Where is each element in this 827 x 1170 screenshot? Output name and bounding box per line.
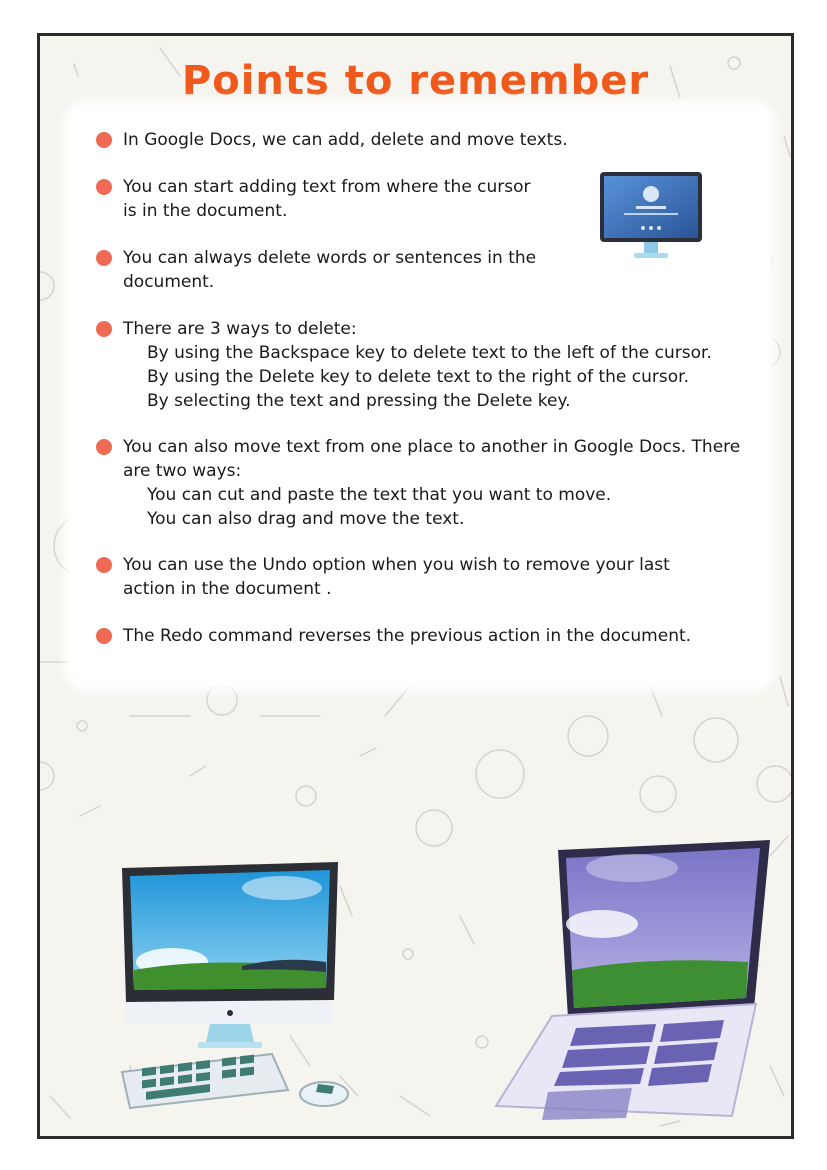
desktop-computer-icon xyxy=(112,858,352,1118)
point-text xyxy=(123,435,783,531)
point-line: is in the document. xyxy=(123,201,288,221)
point-line: The Redo command reverses the previous action in the document. xyxy=(123,626,692,646)
point-line: You can always delete words or sentences in the xyxy=(123,248,537,268)
point-line: You can start adding text from where the cursor xyxy=(123,177,531,197)
point-text xyxy=(123,624,691,648)
page-frame xyxy=(37,33,794,1139)
bullet-dot-icon xyxy=(96,439,112,455)
point-text xyxy=(123,317,712,413)
point-text xyxy=(123,246,536,294)
point-line: action in the document . xyxy=(123,579,332,599)
point-text xyxy=(123,553,670,601)
point-line: There are 3 ways to delete: xyxy=(123,319,357,339)
point-line: You can use the Undo option when you wish to remove your last xyxy=(123,555,670,575)
bullet-dot-icon xyxy=(96,557,112,573)
bullet-dot-icon xyxy=(96,132,112,148)
sub-point: You can also drag and move the text. xyxy=(147,509,465,529)
sub-point: By selecting the text and pressing the Delete key. xyxy=(147,391,571,411)
bullet-dot-icon xyxy=(96,321,112,337)
bullet-dot-icon xyxy=(96,250,112,266)
monitor-login-icon xyxy=(598,170,704,262)
sub-point: By using the Delete key to delete text to the right of the cursor. xyxy=(147,367,689,387)
sub-point: You can cut and paste the text that you want to move. xyxy=(147,485,612,505)
point-text xyxy=(123,128,568,152)
point-line: document. xyxy=(123,272,215,292)
bullet-dot-icon xyxy=(96,179,112,195)
bullet-dot-icon xyxy=(96,628,112,644)
page-title: Points to remember xyxy=(181,58,650,104)
laptop-icon xyxy=(492,836,772,1126)
point-line: In Google Docs, we can add, delete and move texts. xyxy=(123,130,568,150)
point-text xyxy=(123,175,531,223)
sub-point: By using the Backspace key to delete text to the left of the cursor. xyxy=(147,343,712,363)
point-line: You can also move text from one place to another in Google Docs. There xyxy=(123,437,741,457)
point-line: are two ways: xyxy=(123,461,242,481)
